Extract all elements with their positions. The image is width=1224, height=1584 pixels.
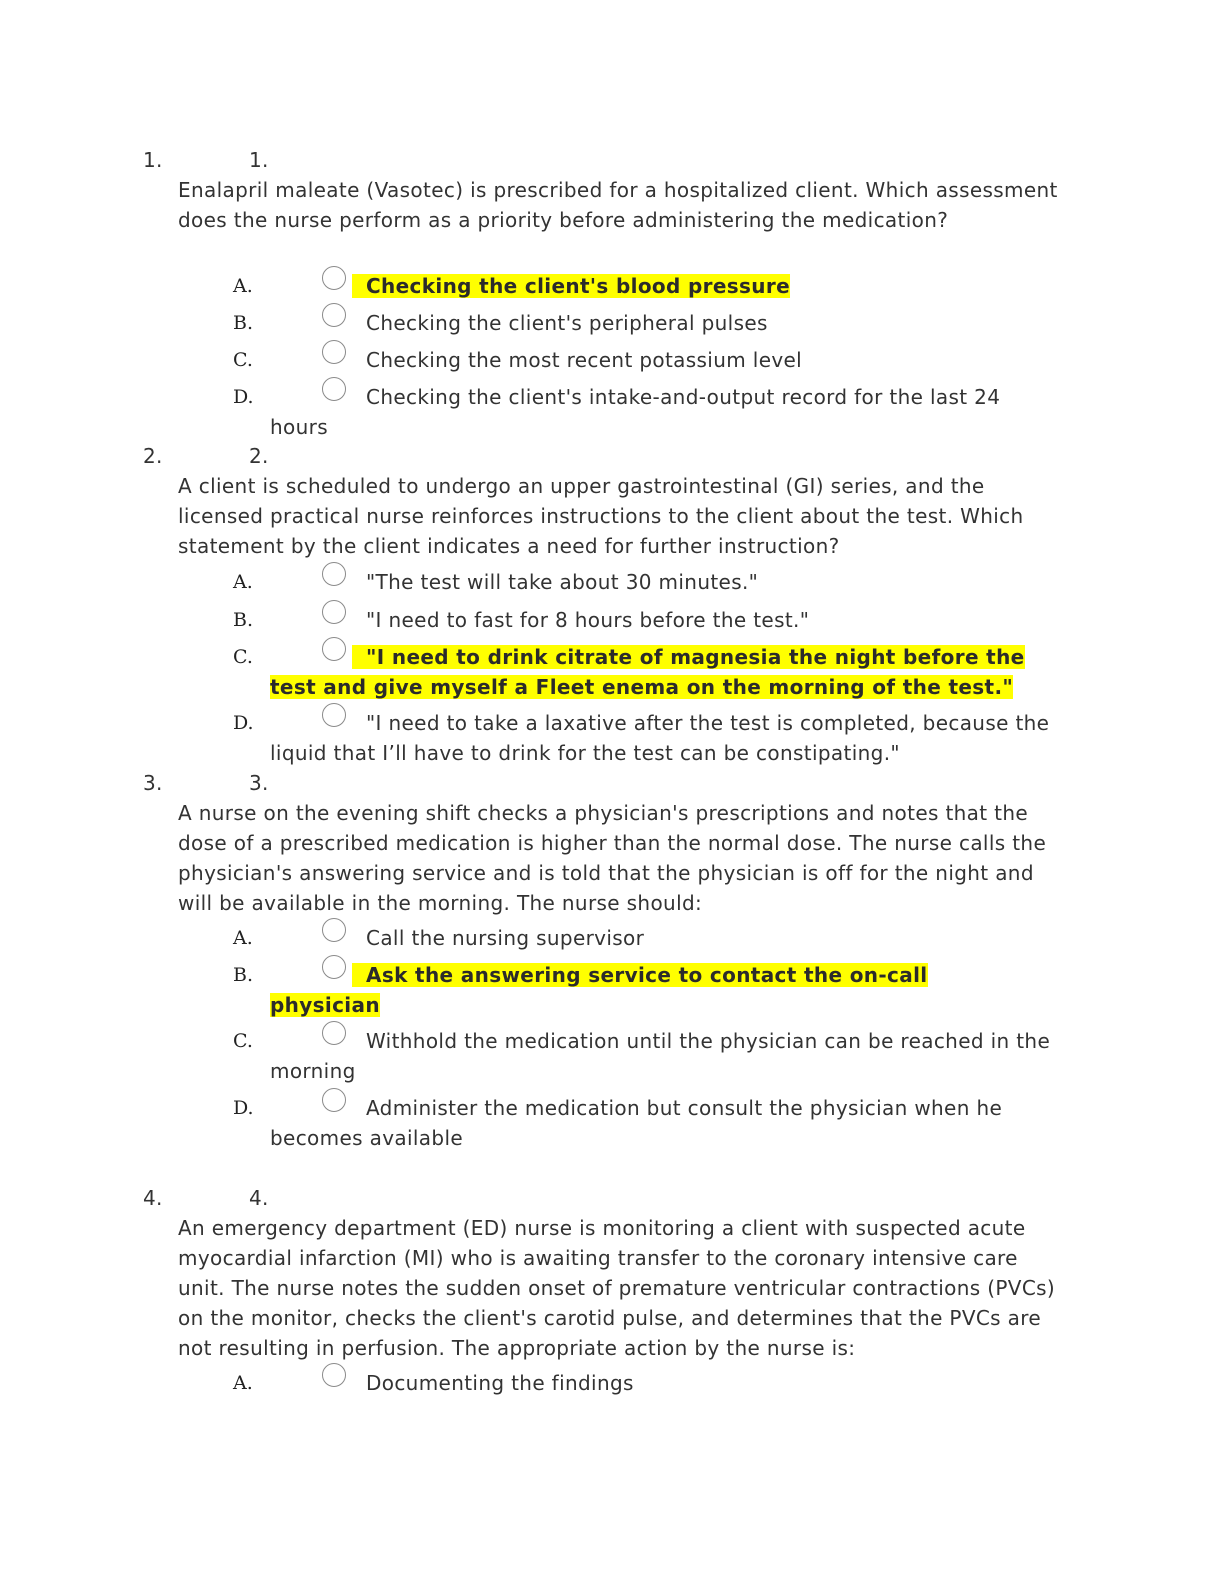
question-3-option-b-letter: B. xyxy=(233,964,254,986)
question-1-option-c-text: Checking the most recent potassium level xyxy=(366,348,803,372)
question-2-option-d-text: "I need to take a laxative after the test is completed, because the liquid that I’ll have to drink for the test can be constipating." xyxy=(270,711,1050,765)
question-3-inner-number: 3. xyxy=(249,771,269,795)
question-3-option-a-text: Call the nursing supervisor xyxy=(366,926,645,950)
question-2-option-c-letter: C. xyxy=(233,646,253,668)
question-2-option-c-text xyxy=(270,642,1060,702)
question-4-option-a-text: Documenting the findings xyxy=(366,1371,634,1395)
question-1-inner-number: 1. xyxy=(249,148,269,172)
question-2-outer-number: 2. xyxy=(143,444,163,468)
question-2-option-b-letter: B. xyxy=(233,609,254,631)
question-1-option-a-text xyxy=(270,271,1060,301)
question-2-inner-number: 2. xyxy=(249,444,269,468)
question-2-stem: A client is scheduled to undergo an upper gastrointestinal (GI) series, and the licensed practical nurse reinforces instructions to the client about the test. Which statement by the client indicates a need for further instruction? xyxy=(178,474,1024,558)
question-3-option-a-letter: A. xyxy=(233,927,253,949)
highlighted-answer: "I need to drink citrate of magnesia the night before the test and give myself a Fleet enema on the morning of the test." xyxy=(270,645,1025,699)
question-3-option-c-letter: C. xyxy=(233,1030,253,1052)
question-2-option-a-letter: A. xyxy=(233,571,253,593)
question-2-option-b-text: "I need to fast for 8 hours before the test." xyxy=(366,608,810,632)
question-3-outer-number: 3. xyxy=(143,771,163,795)
question-1-outer-number: 1. xyxy=(143,148,163,172)
question-4-outer-number: 4. xyxy=(143,1186,163,1210)
question-3-option-c-text: Withhold the medication until the physician can be reached in the morning xyxy=(270,1029,1051,1083)
question-1-option-b-text: Checking the client's peripheral pulses xyxy=(366,311,768,335)
question-3-option-b-text xyxy=(270,960,970,1020)
highlighted-answer: Checking the client's blood pressure xyxy=(352,274,790,298)
question-3-option-d-text: Administer the medication but consult the physician when he becomes available xyxy=(270,1096,1003,1150)
question-1-option-b-letter: B. xyxy=(233,312,254,334)
question-1-option-a-letter: A. xyxy=(233,275,253,297)
question-4-stem: An emergency department (ED) nurse is monitoring a client with suspected acute myocardial infarction (MI) who is awaiting transfer to the coronary intensive care unit. The nurse notes the sudden onset of premature ventricular contractions (PVCs) on the monitor, checks the client's carotid pulse, and determines that the PVCs are not resulting in perfusion. The appropriate action by the nurse is: xyxy=(178,1216,1056,1360)
question-3-option-d-letter: D. xyxy=(233,1097,254,1119)
question-1-stem: Enalapril maleate (Vasotec) is prescribed for a hospitalized client. Which assessment does the nurse perform as a priority before administering the medication? xyxy=(178,178,1058,232)
question-4-option-a-letter: A. xyxy=(233,1372,253,1394)
highlighted-answer: Ask the answering service to contact the on-call physician xyxy=(270,963,928,1017)
question-3-stem: A nurse on the evening shift checks a physician's prescriptions and notes that the dose of a prescribed medication is higher than the normal dose. The nurse calls the physician's answering service and is told that the physician is off for the night and will be available in the morning. The nurse should: xyxy=(178,801,1047,915)
question-2-option-d-letter: D. xyxy=(233,712,254,734)
question-1-option-c-letter: C. xyxy=(233,349,253,371)
question-1-option-d-text: Checking the client's intake-and-output record for the last 24 hours xyxy=(270,385,1001,439)
question-2-option-a-text: "The test will take about 30 minutes." xyxy=(366,570,759,594)
question-4-inner-number: 4. xyxy=(249,1186,269,1210)
question-1-option-d-letter: D. xyxy=(233,386,254,408)
